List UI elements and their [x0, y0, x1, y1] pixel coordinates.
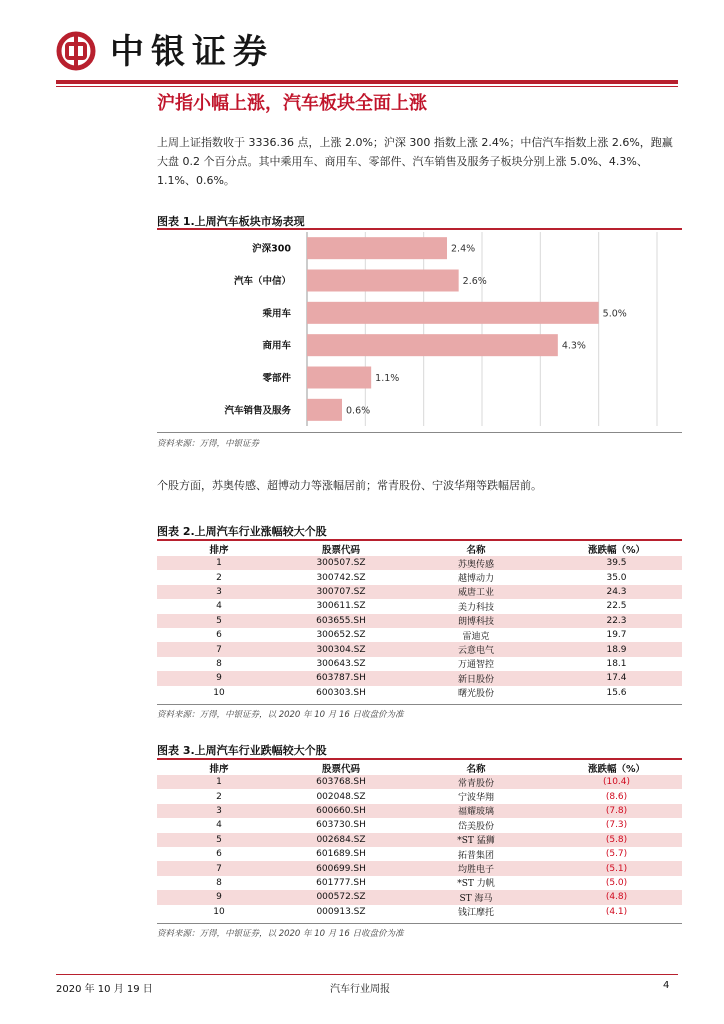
name-cell: 朗博科技: [401, 614, 551, 628]
name-cell: 常青股份: [401, 775, 551, 789]
table-row: [157, 890, 682, 904]
value-label: 1.1%: [375, 373, 400, 384]
table-row: [157, 905, 682, 919]
category-label: 汽车（中信）: [233, 276, 291, 287]
code-cell: 603768.SH: [281, 775, 401, 789]
rank-cell: 6: [216, 630, 222, 641]
change-cell: (5.8): [551, 833, 682, 847]
change-cell: (4.1): [605, 906, 628, 917]
name-cell: *ST 力帆: [457, 879, 495, 890]
code-cell: 601777.SH: [316, 877, 366, 888]
table-row: [157, 671, 682, 685]
change-cell: (7.8): [551, 804, 682, 818]
code-cell: 600699.SH: [281, 861, 401, 875]
code-cell: 603787.SH: [281, 671, 401, 685]
rank-cell: 3: [157, 804, 281, 818]
table-row: [157, 628, 682, 642]
change-cell: 22.3: [551, 614, 682, 628]
header-rank: 排序: [209, 764, 229, 775]
market-performance-chart: [157, 230, 682, 430]
table-row: [157, 599, 682, 613]
value-label: 0.6%: [346, 405, 371, 417]
value-label: 4.3%: [561, 340, 586, 352]
table-up-bottom-rule: [157, 704, 682, 705]
footer-report-name: 汽车行业周报: [330, 984, 390, 995]
code-cell: 000572.SZ: [281, 890, 401, 904]
figure1-source: 资料来源：万得，中银证券: [157, 439, 260, 449]
code-cell: 000913.SZ: [316, 906, 366, 917]
stocks-paragraph: 个股方面，苏奥传感、超博动力等涨幅居前；常青股份、宁波华翔等跌幅居前。: [157, 479, 542, 492]
rank-cell: 1: [157, 775, 281, 789]
table-row: [157, 847, 682, 861]
code-cell: 300707.SZ: [281, 585, 401, 599]
change-cell: 39.5: [551, 556, 682, 570]
header-rank: 排序: [209, 545, 229, 556]
table-row: [157, 657, 682, 671]
footer-rule: [56, 974, 678, 975]
rank-cell: 9: [157, 890, 281, 904]
value-label: 2.4%: [451, 243, 476, 255]
name-cell: 美力科技: [457, 602, 494, 613]
table-down-source: 资料来源：万得，中银证券，以 2020 年 10 月 16 日收盘价为准: [157, 929, 404, 939]
code-cell: 300611.SZ: [316, 601, 366, 612]
code-cell: 600303.SH: [316, 687, 366, 698]
bar: [307, 367, 371, 389]
header-rule-thin: [56, 86, 678, 87]
change-cell: 17.4: [551, 671, 682, 685]
table-header-row: [157, 761, 682, 775]
rank-cell: 5: [157, 833, 281, 847]
brand-name: 中银证券: [110, 32, 274, 72]
code-cell: 002684.SZ: [281, 833, 401, 847]
bar: [307, 399, 342, 421]
bank-of-china-logo-icon: [56, 31, 96, 71]
table-row: [157, 585, 682, 599]
change-cell: 19.7: [606, 630, 627, 641]
rank-cell: 3: [157, 585, 281, 599]
rank-cell: 8: [216, 877, 222, 888]
rank-cell: 2: [216, 791, 222, 802]
bar: [307, 237, 447, 259]
name-cell: 万通智控: [457, 660, 494, 671]
category-label: 零部件: [262, 373, 291, 384]
table-up-rule: [157, 539, 682, 541]
rank-cell: 7: [157, 861, 281, 875]
change-cell: 35.0: [606, 572, 627, 583]
table-row: [157, 686, 682, 700]
name-cell: 新日股份: [401, 671, 551, 685]
intro-paragraph: 上周上证指数收于 3336.36 点，上涨 2.0%；沪深 300 指数上涨 2.4%；中信汽车指数上涨 2.6%，跑赢大盘 0.2 个百分点。其中乘用车、商用车、零部件、汽车销售及服务子板块分别上涨 5.0%、4.3%、1.1%、0.6%。: [157, 136, 673, 187]
code-cell: 603730.SH: [316, 820, 366, 831]
code-cell: 300507.SZ: [281, 556, 401, 570]
rank-cell: 7: [157, 642, 281, 656]
name-cell: 云意电气: [401, 642, 551, 656]
category-label: 商用车: [262, 340, 291, 352]
table-row: [157, 833, 682, 847]
name-cell: 越博动力: [457, 574, 494, 585]
change-cell: 22.5: [606, 601, 627, 612]
header-change: 涨跌幅（%）: [587, 545, 646, 556]
name-cell: 拓普集团: [457, 850, 494, 861]
name-cell: 均胜电子: [401, 861, 551, 875]
table-row: [157, 775, 682, 789]
header-code: 股票代码: [321, 764, 360, 775]
name-cell: 雷迪克: [462, 631, 490, 642]
category-label: 沪深300: [252, 243, 291, 255]
table-row: [157, 789, 682, 803]
code-cell: 300742.SZ: [316, 572, 366, 583]
code-cell: 603655.SH: [281, 614, 401, 628]
rank-cell: 8: [216, 658, 222, 669]
name-cell: *ST 猛狮: [401, 833, 551, 847]
rank-cell: 10: [213, 687, 225, 698]
table-down-bottom-rule: [157, 923, 682, 924]
rank-cell: 2: [216, 572, 222, 583]
name-cell: 苏奥传感: [401, 556, 551, 570]
category-label: 乘用车: [262, 308, 291, 320]
losers-table: [157, 761, 682, 919]
rank-cell: 5: [157, 614, 281, 628]
name-cell: 岱美股份: [457, 821, 494, 832]
table-up-title: 图表 2.上周汽车行业涨幅较大个股: [157, 525, 327, 538]
header-change: 涨跌幅（%）: [587, 764, 646, 775]
table-row: [157, 570, 682, 584]
code-cell: 300652.SZ: [316, 630, 366, 641]
change-cell: 24.3: [551, 585, 682, 599]
table-down-title: 图表 3.上周汽车行业跌幅较大个股: [157, 744, 327, 757]
value-label: 5.0%: [602, 308, 627, 320]
change-cell: (5.7): [605, 849, 628, 860]
category-label: 汽车销售及服务: [224, 405, 291, 417]
header-name: 名称: [466, 545, 486, 556]
name-cell: 曙光股份: [457, 689, 494, 700]
header-name: 名称: [466, 764, 486, 775]
code-cell: 300643.SZ: [316, 658, 366, 669]
name-cell: 钱江摩托: [457, 908, 494, 919]
table-row: [157, 614, 682, 628]
change-cell: (5.1): [551, 861, 682, 875]
table-row: [157, 556, 682, 570]
footer-page-number: 4: [663, 980, 670, 991]
value-label: 2.6%: [462, 276, 487, 287]
header-rule: [56, 80, 678, 84]
bar: [307, 334, 558, 356]
rank-cell: 1: [157, 556, 281, 570]
table-row: [157, 876, 682, 890]
change-cell: (5.0): [605, 877, 628, 888]
bar: [307, 302, 599, 324]
table-down-rule: [157, 758, 682, 760]
rank-cell: 10: [213, 906, 225, 917]
table-row: [157, 642, 682, 656]
table-up-source: 资料来源：万得，中银证券，以 2020 年 10 月 16 日收盘价为准: [157, 710, 404, 720]
table-header-row: [157, 542, 682, 556]
code-cell: 002048.SZ: [316, 791, 366, 802]
name-cell: 威唐工业: [401, 585, 551, 599]
footer-date: 2020 年 10 月 19 日: [56, 984, 153, 995]
figure1-title: 图表 1.上周汽车板块市场表现: [157, 215, 305, 228]
rank-cell: 4: [216, 820, 222, 831]
code-cell: 300304.SZ: [281, 642, 401, 656]
change-cell: 18.1: [606, 658, 627, 669]
rank-cell: 6: [216, 849, 222, 860]
change-cell: 18.9: [551, 642, 682, 656]
name-cell: 福耀玻璃: [401, 804, 551, 818]
table-row: [157, 804, 682, 818]
change-cell: (8.6): [605, 791, 628, 802]
change-cell: (4.8): [551, 890, 682, 904]
change-cell: (10.4): [551, 775, 682, 789]
bar: [307, 270, 459, 292]
gainers-table: [157, 542, 682, 700]
change-cell: (7.3): [605, 820, 628, 831]
rank-cell: 9: [157, 671, 281, 685]
table-row: [157, 861, 682, 875]
figure1-bottom-rule: [157, 432, 682, 433]
code-cell: 601689.SH: [316, 849, 366, 860]
section-title: 沪指小幅上涨，汽车板块全面上涨: [157, 93, 427, 114]
change-cell: 15.6: [606, 687, 627, 698]
name-cell: 宁波华翔: [457, 793, 494, 804]
code-cell: 600660.SH: [281, 804, 401, 818]
name-cell: ST 海马: [401, 890, 551, 904]
header-code: 股票代码: [321, 545, 360, 556]
rank-cell: 4: [216, 601, 222, 612]
table-row: [157, 818, 682, 832]
